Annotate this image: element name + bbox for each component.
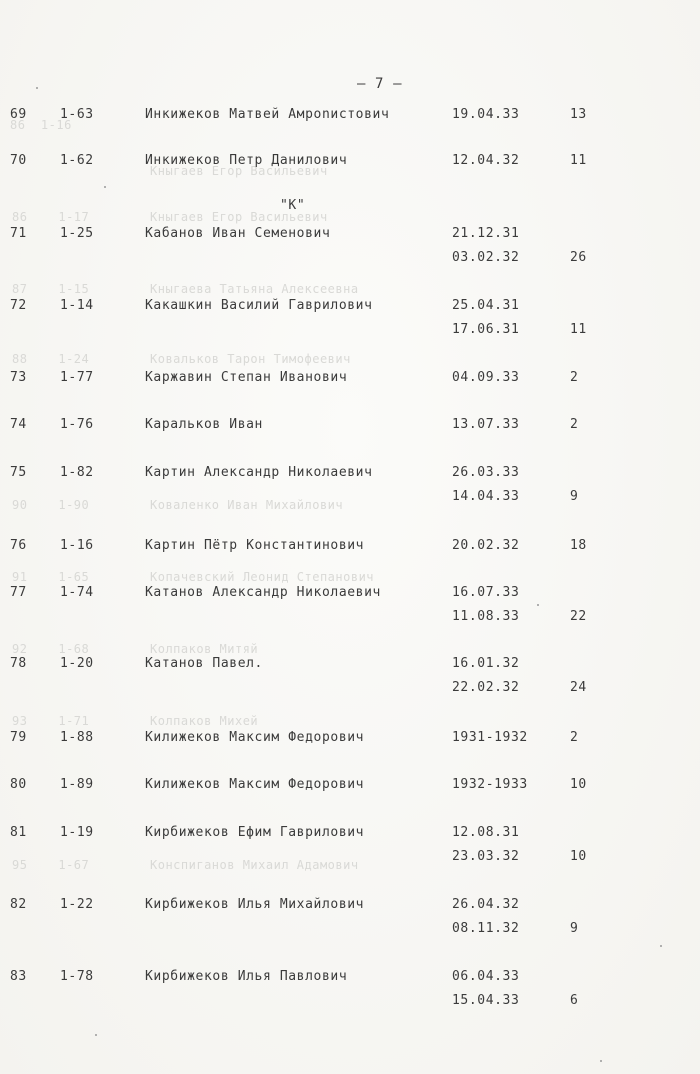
bleed-through-text: Кныгаев Егор Васильевич <box>150 210 328 224</box>
bleed-through-text: Колпаков Митяй <box>150 642 259 656</box>
row-date: 16.07.33 <box>452 585 520 600</box>
row-date: 11.08.33 <box>452 609 520 624</box>
row-code: 1-74 <box>60 585 94 600</box>
row-name: Килижеков Максим Федорович <box>145 777 365 792</box>
row-date: 04.09.33 <box>452 370 520 385</box>
row-code: 1-77 <box>60 370 94 385</box>
row-qty: 22 <box>570 609 587 624</box>
row-code: 1-22 <box>60 897 94 912</box>
row-name: Инкижеков Матвей Амponистович <box>145 107 390 122</box>
bleed-through-text: Колпаков Михей <box>150 714 259 728</box>
row-date: 21.12.31 <box>452 226 520 241</box>
row-name: Кабанов Иван Семенович <box>145 226 331 241</box>
row-name: Каржавин Степан Иванович <box>145 370 348 385</box>
row-number: 74 <box>10 417 27 432</box>
row-number: 78 <box>10 656 27 671</box>
row-qty: 2 <box>570 370 579 385</box>
row-qty: 6 <box>570 993 579 1008</box>
row-number: 81 <box>10 825 27 840</box>
bleed-through-text: 86 1-17 <box>12 210 90 224</box>
row-date: 17.06.31 <box>452 322 520 337</box>
row-date: 25.04.31 <box>452 298 520 313</box>
row-date: 1932-1933 <box>452 777 528 792</box>
row-date: 22.02.32 <box>452 680 520 695</box>
row-qty: 26 <box>570 250 587 265</box>
section-letter: "К" <box>280 198 306 213</box>
scan-speck <box>600 1060 602 1062</box>
row-date: 26.03.33 <box>452 465 520 480</box>
row-date: 13.07.33 <box>452 417 520 432</box>
bleed-through-text: Копачевский Леонид Степанович <box>150 570 375 584</box>
row-qty: 2 <box>570 730 579 745</box>
row-number: 83 <box>10 969 27 984</box>
row-code: 1-78 <box>60 969 94 984</box>
page-number: – 7 – <box>357 76 403 92</box>
row-qty: 18 <box>570 538 587 553</box>
row-name: Кирбижеков Ефим Гаврилович <box>145 825 365 840</box>
scan-speck <box>104 186 106 188</box>
bleed-through-text: 90 1-90 <box>12 498 90 512</box>
row-number: 69 <box>10 107 27 122</box>
row-code: 1-63 <box>60 107 94 122</box>
bleed-through-text: 91 1-65 <box>12 570 90 584</box>
row-name: Кирбижеков Илья Павлович <box>145 969 348 984</box>
bleed-through-text: Конспиганов Михаил Адамович <box>150 858 359 872</box>
row-date: 03.02.32 <box>452 250 520 265</box>
bleed-through-text: Коваленко Иван Михайлович <box>150 498 344 512</box>
bleed-through-text: Кныгаев Егор Васильевич <box>150 164 328 178</box>
row-code: 1-76 <box>60 417 94 432</box>
row-date: 12.08.31 <box>452 825 520 840</box>
row-date: 19.04.33 <box>452 107 520 122</box>
row-qty: 10 <box>570 849 587 864</box>
row-name: Картин Пётр Константинович <box>145 538 365 553</box>
row-date: 08.11.32 <box>452 921 520 936</box>
row-date: 20.02.32 <box>452 538 520 553</box>
row-number: 80 <box>10 777 27 792</box>
row-date: 06.04.33 <box>452 969 520 984</box>
row-number: 77 <box>10 585 27 600</box>
bleed-through-text: Ковальков Тарон Тимофеевич <box>150 352 351 366</box>
row-number: 76 <box>10 538 27 553</box>
row-date: 1931-1932 <box>452 730 528 745</box>
row-date: 23.03.32 <box>452 849 520 864</box>
row-name: Картин Александр Николаевич <box>145 465 373 480</box>
row-code: 1-88 <box>60 730 94 745</box>
row-qty: 9 <box>570 921 579 936</box>
row-qty: 9 <box>570 489 579 504</box>
row-name: Каральков Иван <box>145 417 263 432</box>
bleed-through-text: Кныгаева Татьяна Алексеевна <box>150 282 359 296</box>
row-number: 82 <box>10 897 27 912</box>
row-date: 14.04.33 <box>452 489 520 504</box>
row-name: Катанов Александр Николаевич <box>145 585 381 600</box>
row-name: Инкижеков Петр Данилович <box>145 153 348 168</box>
bleed-through-text: 95 1-67 <box>12 858 90 872</box>
bleed-through-text: 87 1-15 <box>12 282 90 296</box>
row-code: 1-82 <box>60 465 94 480</box>
row-number: 72 <box>10 298 27 313</box>
row-number: 70 <box>10 153 27 168</box>
bleed-through-text: 92 1-68 <box>12 642 90 656</box>
row-name: Кирбижеков Илья Михайлович <box>145 897 365 912</box>
row-date: 12.04.32 <box>452 153 520 168</box>
row-code: 1-62 <box>60 153 94 168</box>
row-date: 15.04.33 <box>452 993 520 1008</box>
scan-speck <box>95 1034 97 1036</box>
row-number: 79 <box>10 730 27 745</box>
row-name: Килижеков Максим Федорович <box>145 730 365 745</box>
row-code: 1-19 <box>60 825 94 840</box>
row-name: Катанов Павел. <box>145 656 263 671</box>
bleed-through-text: 86 1-16 <box>10 118 72 132</box>
row-qty: 13 <box>570 107 587 122</box>
row-code: 1-16 <box>60 538 94 553</box>
row-code: 1-14 <box>60 298 94 313</box>
row-code: 1-89 <box>60 777 94 792</box>
row-number: 71 <box>10 226 27 241</box>
row-date: 26.04.32 <box>452 897 520 912</box>
row-number: 75 <box>10 465 27 480</box>
row-date: 16.01.32 <box>452 656 520 671</box>
row-name: Какашкин Василий Гаврилович <box>145 298 373 313</box>
row-number: 73 <box>10 370 27 385</box>
bleed-through-text: 88 1-24 <box>12 352 90 366</box>
row-qty: 11 <box>570 322 587 337</box>
row-qty: 11 <box>570 153 587 168</box>
bleed-through-text: 93 1-71 <box>12 714 90 728</box>
row-qty: 24 <box>570 680 587 695</box>
scan-speck <box>537 604 539 606</box>
row-code: 1-25 <box>60 226 94 241</box>
row-code: 1-20 <box>60 656 94 671</box>
row-qty: 2 <box>570 417 579 432</box>
scan-speck <box>660 945 662 947</box>
row-qty: 10 <box>570 777 587 792</box>
scan-speck <box>36 87 38 89</box>
